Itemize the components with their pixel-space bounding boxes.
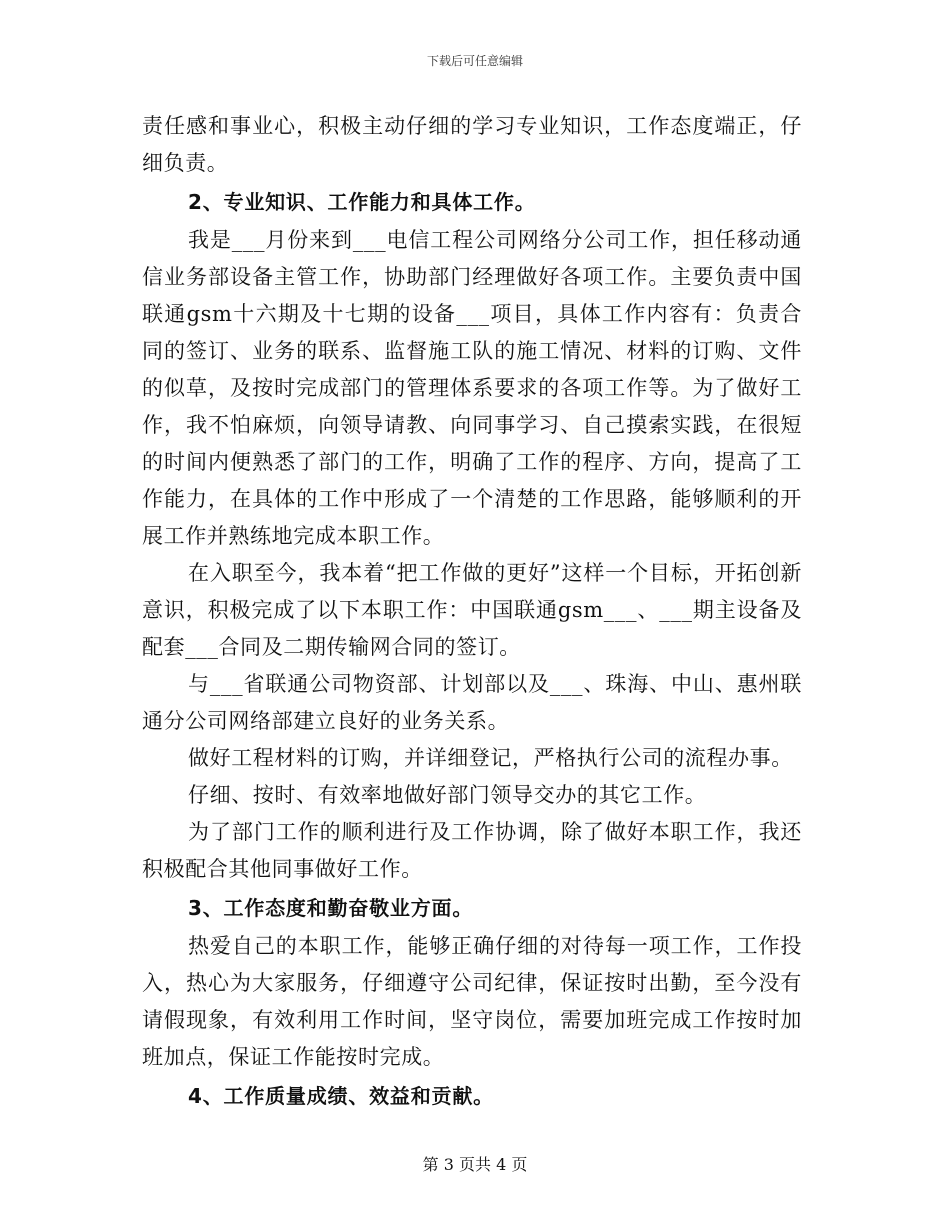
paragraph-achievements: 在入职至今，我本着“把工作做的更好”这样一个目标，开拓创新意识，积极完成了以下本职工作：中国联通gsm___、___期主设备及配套___合同及二期传输网合同的签订。	[142, 561, 802, 659]
section-heading-4: 4、工作质量成绩、效益和贡献。	[188, 1084, 494, 1108]
section-heading-2: 2、专业知识、工作能力和具体工作。	[188, 190, 536, 214]
paragraph-duties: 我是___月份来到___电信工程公司网络分公司工作，担任移动通信业务部设备主管工作，协助部门经理做好各项工作。主要负责中国联通gsm十六期及十七期的设备___项目，具体工作内容有：负责合同的签订、业务的联系、监督施工队的施工情况、材料的订购、文件的似草，及按时完成部门的管理体系要求的各项工作等。为了做好工作，我不怕麻烦，向领导请教、向同事学习、自己摸索实践，在很短的时间内便熟悉了部门的工作，明确了工作的程序、方向，提高了工作能力，在具体的工作中形成了一个清楚的工作思路，能够顺利的开展工作并熟练地完成本职工作。	[142, 228, 802, 548]
paragraph-attitude: 热爱自己的本职工作，能够正确仔细的对待每一项工作，工作投入，热心为大家服务，仔细遵守公司纪律，保证按时出勤，至今没有请假现象，有效利用工作时间，坚守岗位，需要加班完成工作按时加班加点，保证工作能按时完成。	[142, 934, 802, 1069]
paragraph-continuation: 责任感和事业心，积极主动仔细的学习专业知识，工作态度端正，仔细负责。	[142, 114, 802, 175]
document-body	[142, 108, 802, 1116]
paragraph-procurement: 做好工程材料的订购，并详细登记，严格执行公司的流程办事。	[188, 746, 793, 770]
section-heading-3: 3、工作态度和勤奋敬业方面。	[188, 896, 474, 920]
page-footer: 第 3 页共 4 页	[422, 1155, 528, 1174]
paragraph-other-tasks: 仔细、按时、有效率地做好部门领导交办的其它工作。	[188, 783, 707, 807]
paragraph-cooperation: 为了部门工作的顺利进行及工作协调，除了做好本职工作，我还积极配合其他同事做好工作。	[142, 820, 802, 881]
paragraph-relations: 与___省联通公司物资部、计划部以及___、珠海、中山、惠州联通分公司网络部建立良好的业务关系。	[142, 672, 802, 733]
page-header: 下载后可任意编辑	[426, 54, 523, 68]
